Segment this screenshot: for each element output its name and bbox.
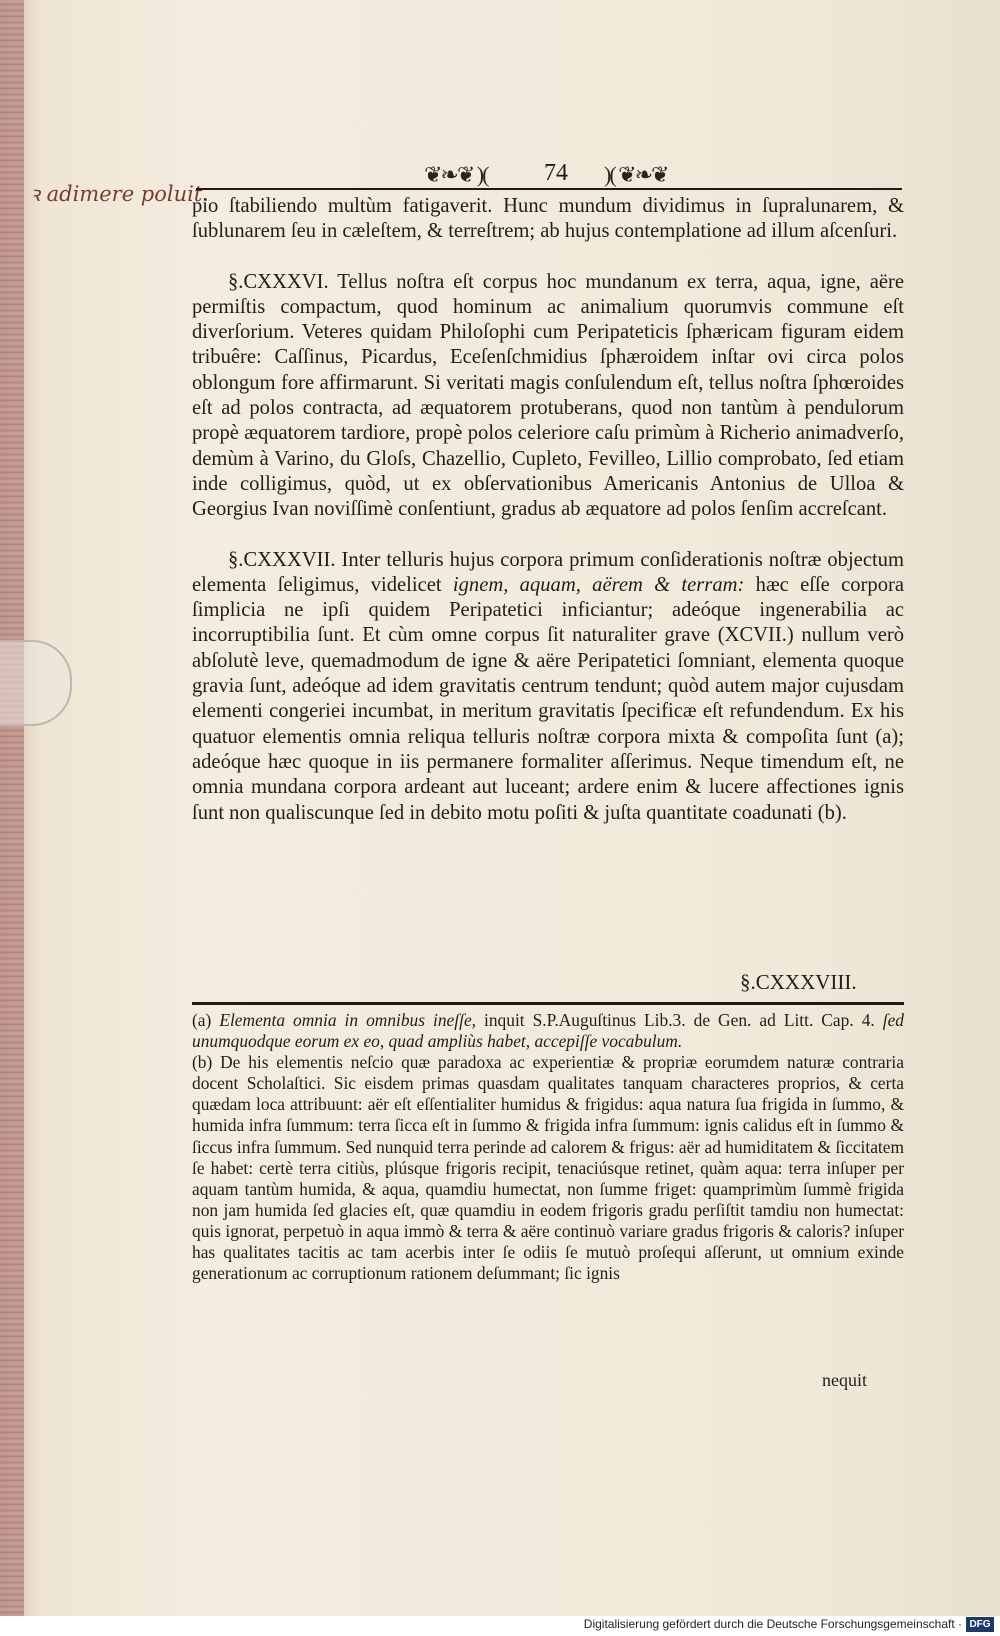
opening-paragraph: pio ſtabiliendo multùm fatigaverit. Hunc mundum dividimus in ſupralunarem, & ſublunarem ſeu in cæleſtem, & terreſtrem; ab hujus contemplatione ad illum aſcenſuri.: [192, 195, 904, 243]
page-clip-tab: [0, 640, 72, 726]
dfg-credit: Digitalisierung gefördert durch die Deutsche Forschungsgemeinschaft ·: [583, 1617, 962, 1631]
footnote-a-italic1: Elementa omnia in omnibus ineſſe,: [219, 1010, 477, 1030]
footnote-rule: [192, 1002, 904, 1005]
footnote-b-mark: (b): [192, 1052, 213, 1073]
dfg-logo: DFG: [966, 1617, 994, 1632]
footnote-b-text: De his elementis neſcio quæ paradoxa ac experientiæ & propriæ eorumdem naturæ contraria docent Scholaſtici. Sic eisdem primas quasdam qualitates tanquam characteres proprios, & certa quædam loca attribuunt: aër eſt eſſentialiter humidus & frigidus: aqua natura ſua frigida in ſummo, & humida infra ſummum: terra ſicca eſt in ſummo & frigida infra ſummum: ignis calidus eſt in ſummo & ſiccus infra ſummum. Sed nunquid terra perinde ad calorem & frigus: aër ad humiditatem & ſiccitatem ſe habet: certè terra citiùs, plúsque frigoris recipit, tenaciúsque retinet, quàm aqua: terra inſuper per aquam tantùm humida, & aqua, quamdiu humectat, non ſumme friget: quamprimùm ſummè frigida non jam humida ſed glacies eſt, quæ quamdiu in eodem frigoris gradu perſiſtit tamdiu non humectat: quis ignorat, perpetuò in aqua immò & terra & aëre continuò variare gradus frigoris & caloris? inſuper has qualitates tacitis ac tam acerbis inter ſe odiis ſe mutuò proſequi aſſerunt, ut omnium exinde generationum ac corruptionum rationem deſummant; ſic ignis: [192, 1052, 904, 1284]
footnote-b: [192, 1052, 904, 1284]
main-text: [192, 194, 904, 826]
page-header: [196, 160, 902, 192]
catchword: §.CXXXVIII.: [740, 970, 857, 994]
paragraph-137-italic: ignem, aquam, aërem & terram:: [452, 573, 745, 596]
header-ornament-left: ❦❧❦ )(: [424, 162, 488, 187]
footnote-catchword: nequit: [822, 1370, 867, 1390]
footnote-a-mark: (a): [192, 1010, 212, 1030]
paragraph-137: [192, 548, 904, 826]
page-binding-edge: [0, 0, 24, 1636]
header-rule: [196, 188, 902, 190]
footnote-a: [192, 1010, 904, 1052]
paragraph-137-part1: §.CXXXVII. Inter telluris hujus corpora primum conſiderationis noſtræ objectum elementa ſeligimus, videlicet: [192, 548, 904, 596]
header-ornament-right: )( ❦❧❦: [604, 162, 668, 187]
footnotes: [192, 1010, 904, 1284]
paragraph-137-part2: hæc eſſe corpora ſimplicia ne ipſi quidem Peripatetici inficiantur; adeóque ingenerabilia ac incorruptibilia ſunt. Et cùm omne corpus ſit naturaliter grave (XCVII.) nullum verò abſolutè leve, quemadmodum de igne & aëre Peripatetici ſomniant, elementa quoque gravia ſunt, adeóque ad idem gravitatis centrum tendunt; quòd autem major cujusdam elementi congeriei incumbat, in meritum gravitatis ſpecificæ eſt refundendum. Ex his quatuor elementis omnia reliqua telluris noſtræ corpora mixta & compoſita ſunt (a); adeóque hæc quoque in iis permanere formaliter aſſerimus. Neque timendum eſt, ne omnia mundana corpora ardeant aut luceant; ardere enim & lucere affectiones ignis ſunt non qualiscunque ſed in debito motu poſiti & juſta quantitate coadunati (b).: [192, 573, 904, 824]
page-number: 74: [544, 160, 568, 186]
paragraph-136: §.CXXXVI. Tellus noſtra eſt corpus hoc mundanum ex terra, aqua, igne, aëre permiſtis compactum, quod hominum ac animalium quorumvis commune eſt diverſorium. Veteres quidam Philoſophi cum Peripateticis ſphæricam figuram eidem tribuêre: Caſſinus, Picardus, Eceſenſchmidius ſphæroidem inſtar ovi circa polos oblongum fore affirmarunt. Si veritati magis conſulendum eſt, tellus noſtra ſphœroides eſt ad polos contracta, ad æquatorem protuberans, quod non tantùm à pendulorum propè æquatorem tardiore, propè polos celeriore caſu primùm à Richerio animadverſo, demùm à Varino, du Gloſs, Chazellio, Cupleto, Fevilleo, Lillio comprobato, ſed etiam inde colligimus, quòd, ut ex obſervationibus Americanis Antonius de Ulloa & Georgius Ivan noviſſimè conſentiunt, gradus ab æquatore ad polos ſenſim accreſcant.: [192, 270, 904, 521]
footnote-a-text: inquit S.P.Auguſtinus Lib.3. de Gen. ad Litt. Cap. 4.: [476, 1010, 883, 1030]
footnote-a-italic2: ſed unumquodque eorum ex eo, quad ampliùs habet, accepiſſe vocabulum.: [192, 1010, 904, 1052]
handwritten-margin-note: ꝛ adimere poluit.: [30, 182, 209, 206]
